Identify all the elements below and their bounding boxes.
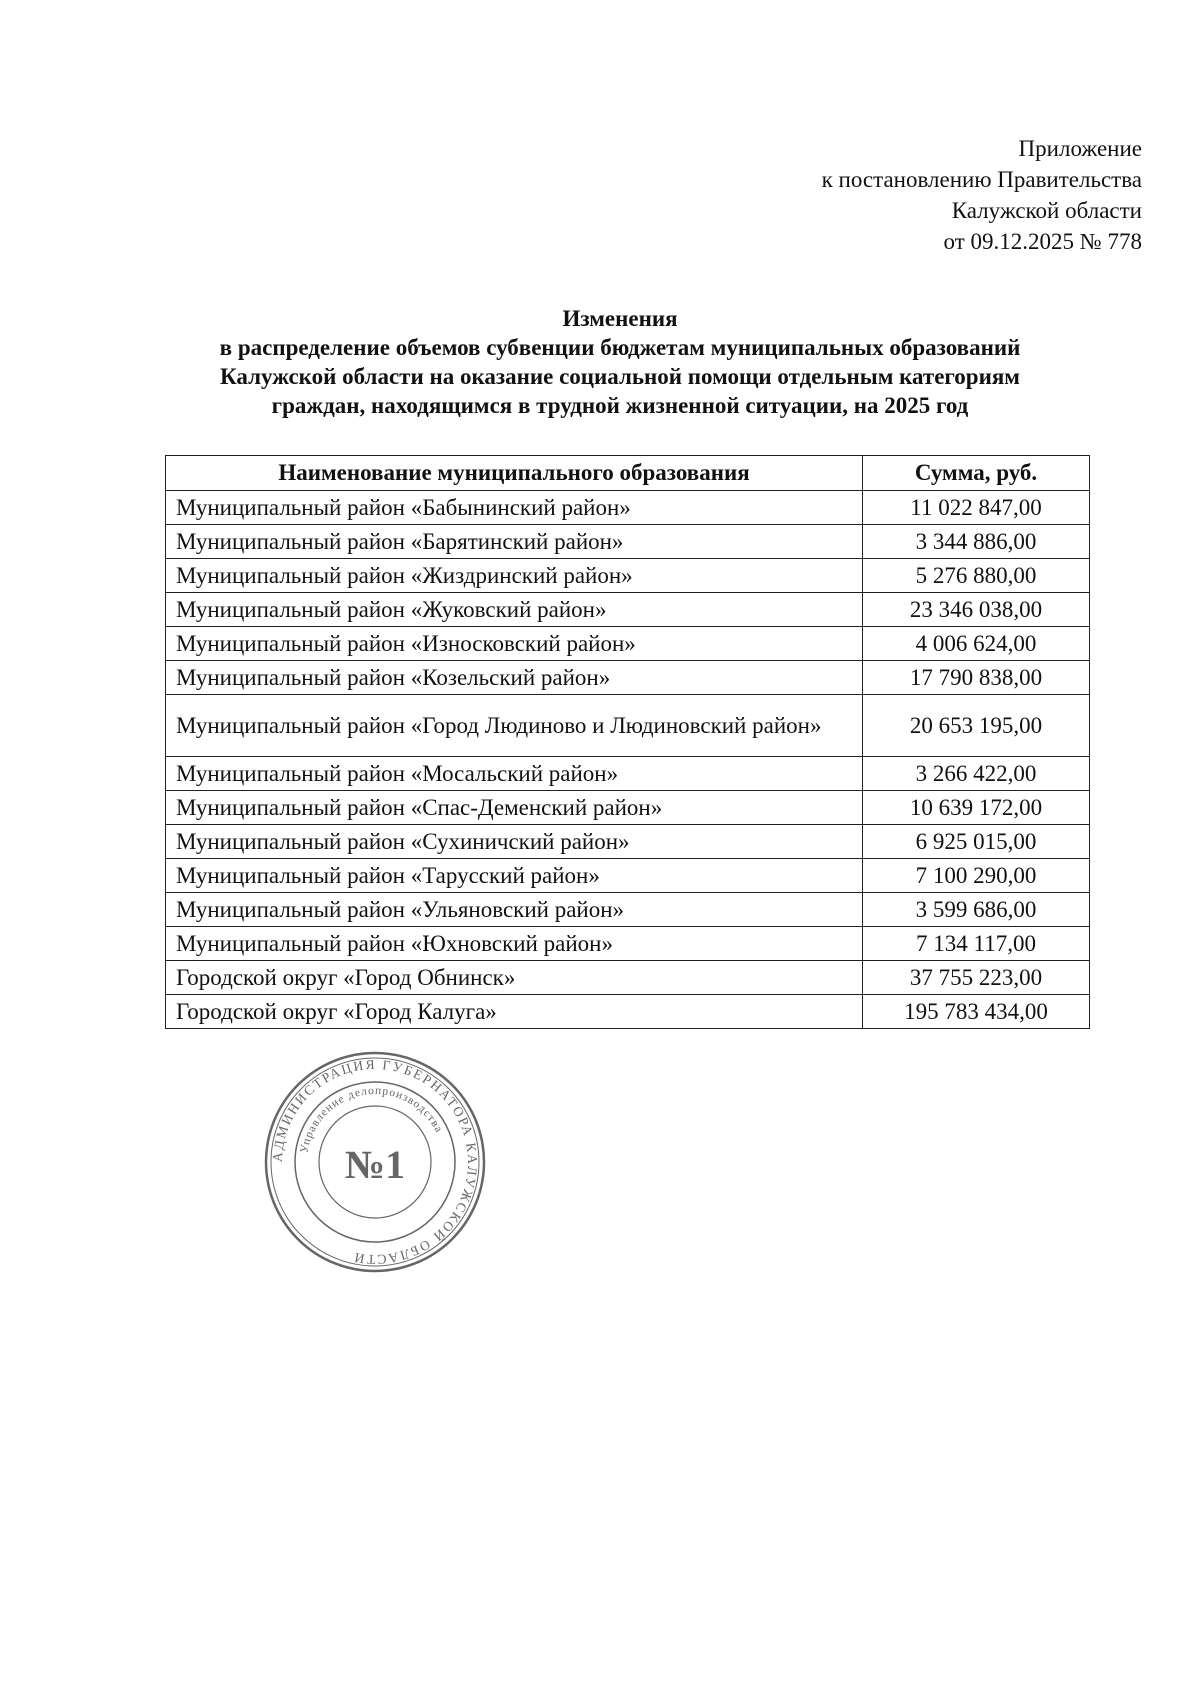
table-row (166, 927, 1090, 961)
table-row (166, 825, 1090, 859)
row-name: Муниципальный район «Ульяновский район» (166, 893, 863, 927)
row-name: Муниципальный район «Город Людиново и Людиновский район» (166, 695, 863, 757)
appendix-block (822, 133, 1142, 257)
row-sum: 3 599 686,00 (863, 893, 1090, 927)
row-sum: 37 755 223,00 (863, 961, 1090, 995)
title-line-4: граждан, находящимся в трудной жизненной ситуации, на 2025 год (271, 393, 969, 418)
row-sum: 3 266 422,00 (863, 757, 1090, 791)
row-sum: 6 925 015,00 (863, 825, 1090, 859)
stamp-outer-text: АДМИНИСТРАЦИЯ ГУБЕРНАТОРА КАЛУЖСКОЙ ОБЛАСТИ (269, 1056, 481, 1268)
table-row (166, 525, 1090, 559)
row-name: Муниципальный район «Жуковский район» (166, 593, 863, 627)
row-name: Городской округ «Город Обнинск» (166, 961, 863, 995)
row-name: Муниципальный район «Сухиничский район» (166, 825, 863, 859)
table-row (166, 757, 1090, 791)
row-name: Муниципальный район «Жиздринский район» (166, 559, 863, 593)
row-sum: 195 783 434,00 (863, 995, 1090, 1029)
row-sum: 3 344 886,00 (863, 525, 1090, 559)
row-name: Муниципальный район «Юхновский район» (166, 927, 863, 961)
title-line-1: Изменения (562, 306, 678, 331)
title-line-2: в распределение объемов субвенции бюджетам муниципальных образований (219, 335, 1021, 360)
row-sum: 5 276 880,00 (863, 559, 1090, 593)
official-stamp (263, 1050, 487, 1274)
row-name: Городской округ «Город Калуга» (166, 995, 863, 1029)
appendix-decree: к постановлению Правительства (821, 167, 1142, 192)
row-sum: 10 639 172,00 (863, 791, 1090, 825)
row-sum: 20 653 195,00 (863, 695, 1090, 757)
header-sum: Сумма, руб. (863, 456, 1090, 491)
distribution-table (165, 455, 1090, 1029)
row-sum: 23 346 038,00 (863, 593, 1090, 627)
appendix-region: Калужской области (951, 198, 1142, 223)
row-name: Муниципальный район «Бабынинский район» (166, 491, 863, 525)
title-line-3: Калужской области на оказание социальной помощи отдельным категориям (220, 364, 1020, 389)
row-sum: 4 006 624,00 (863, 627, 1090, 661)
table-row (166, 791, 1090, 825)
row-sum: 7 134 117,00 (863, 927, 1090, 961)
table-row (166, 627, 1090, 661)
appendix-date-number: от 09.12.2025 № 778 (943, 229, 1142, 254)
document-title (150, 304, 1090, 420)
row-name: Муниципальный район «Мосальский район» (166, 757, 863, 791)
table-row (166, 661, 1090, 695)
row-name: Муниципальный район «Тарусский район» (166, 859, 863, 893)
row-name: Муниципальный район «Барятинский район» (166, 525, 863, 559)
row-sum: 11 022 847,00 (863, 491, 1090, 525)
row-sum: 7 100 290,00 (863, 859, 1090, 893)
row-name: Муниципальный район «Износковский район» (166, 627, 863, 661)
table-row (166, 559, 1090, 593)
table-header-row (166, 456, 1090, 491)
stamp-inner-text: Управление делопроизводства (298, 1084, 445, 1155)
stamp-number: №1 (344, 1142, 406, 1187)
table-row (166, 893, 1090, 927)
table-row (166, 995, 1090, 1029)
table-row (166, 695, 1090, 757)
appendix-label: Приложение (1018, 136, 1142, 161)
table-row (166, 491, 1090, 525)
table-row (166, 859, 1090, 893)
row-sum: 17 790 838,00 (863, 661, 1090, 695)
table-row (166, 961, 1090, 995)
table-row (166, 593, 1090, 627)
row-name: Муниципальный район «Козельский район» (166, 661, 863, 695)
header-name: Наименование муниципального образования (166, 456, 863, 491)
row-name: Муниципальный район «Спас-Деменский район» (166, 791, 863, 825)
